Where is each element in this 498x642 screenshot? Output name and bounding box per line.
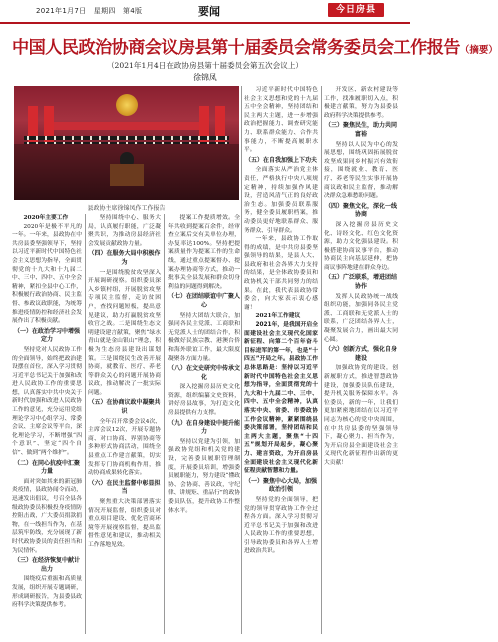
text-column-4 [244, 86, 318, 634]
column-divider [85, 214, 86, 634]
paragraph: 坚持以人民为中心的发展思想，围绕巩固拓展脱贫攻坚成果同乡村振兴有效衔接，围绕就业、教育、医疗、养老等民生实事开展协商议政和民主监督，推动解决群众急难愁盼问题。 [324, 141, 398, 200]
paragraph: 聚焦重大决策部署落实情况开展监督，组织委员对重点项目建设、优化营商环境等开展视察监督，提出监督性意见和建议，推动相关工作落地见效。 [88, 499, 161, 548]
paragraph: 全面落实从严治党主体责任，严格执行中央八项规定精神，持续加强作风建设，营造风清气正的良好政治生态。加强委员联系服务，健全委员履职档案，推动委员更好地联系群众、服务群众、引导群众。 [244, 167, 318, 234]
paragraph: 坚持党的全面领导，把党的领导贯穿政协工作全过程各方面。深入学习贯彻习近平总书记关于加强和改进人民政协工作的重要思想，引导政协委员和各界人士增进政治共识。 [244, 496, 318, 555]
paragraph: 提案工作提质增效。全年共收到提案百余件，经审查立案后交有关单位办理，办复率达100%。坚持把提案质量作为提案工作的生命线，通过重点提案督办、提案办理协商等方式，推动一批事关全县发展和群众切身利益的问题得到解决。 [168, 215, 240, 290]
text-column-5 [324, 86, 398, 634]
section-title: 要闻 [198, 5, 220, 18]
issue-date: 2021年1月7日 星期四 第4版 [36, 7, 143, 15]
paragraph: 全年召开常委会议4次、主席会议12次，开展专题协商、对口协商、界别协商等多种形式协商活动，围绕全县重点工作建言献策，切实发挥专门协商机构作用，推动协商成果转化落实。 [88, 418, 161, 477]
paragraph: 坚持党对人民政协工作的全面领导，始终把政治建设摆在首位，深入学习贯彻习近平总书记关于加强和改进人民政协工作的重要思想，认真落实中共中央关于新时代加强和改进人民政协工作的意见，充分运用党组理论学习中心组学习、常委会议、主席会议等平台，深化理论学习，不断增强“四个意识”、坚定“四个自信”、做到“两个维护”。 [12, 346, 82, 457]
section-heading: （五）在协商议政中凝聚共识 [88, 399, 161, 416]
stage-banner [44, 122, 209, 130]
flag-icon [28, 106, 38, 146]
section-heading: （四）在服务大局中积极作为 [88, 250, 161, 266]
section-heading: （四）聚焦文化，深化一线协商 [324, 202, 397, 219]
subsection-title: 2021年工作建议 [255, 313, 301, 320]
section-heading: （三）在经济恢复中献计出力 [13, 557, 80, 573]
column-divider [321, 86, 322, 634]
paragraph: 开发区、新农村建设等工作，找准履职切入点，积极建言献策，努力为县委县政府科学决策提供参考。 [324, 87, 398, 119]
flag-icon [44, 106, 54, 146]
subhead: （2021年1月4日在政协房县第十届委员会第五次会议上） [106, 61, 304, 70]
section-heading: （七）在团结联谊中广聚人心 [168, 293, 241, 309]
section-heading: （八）在文史研究中传承文化 [168, 365, 241, 381]
section-heading: （六）在民主监督中彰显担当 [88, 479, 161, 496]
section-heading: （九）在自身建设中提升能力 [168, 419, 241, 436]
rostrum-row [24, 136, 229, 140]
flag-icon [199, 106, 209, 146]
section-heading: （五）广泛联系，增进团结协作 [324, 274, 397, 291]
section-heading: （六）创新方式，强化自身建设 [324, 346, 397, 362]
byline: 徐锦凤 [193, 73, 217, 82]
paragraph: 深入挖掘房县历史文化、诗经文化、红色文化资源，助力文化强县建设。积极搭建协商议事平台，推动协商民主向基层延伸，把协商议事阵地建在群众身边。 [324, 221, 398, 271]
paragraph: 面对突如其来的新冠肺炎疫情，县政协闻令而动，迅速发出倡议，号召全县各级政协委员积极投身疫情防控阻击战，广大委员捐款捐物，在一线担当作为，在基层筑牢防线，充分展现了新时代政协委员的责任担当和为民情怀。 [12, 478, 82, 554]
headline [12, 33, 498, 58]
newspaper-logo: 今日房县 [328, 3, 384, 17]
headline-main: 中国人民政治协商会议房县第十届委员会常务委员会工作报告 [12, 38, 460, 58]
paragraph: 坚持以党建为引领，加强政协党组和机关党的建设，完善委员履职管理制度，开展委员培训，增强委员履职能力，努力建设“懂政协、会协商、善议政，守纪律、讲规矩、重品行”的政协委员队伍，提升政协工作整体水平。 [168, 438, 240, 514]
column-divider [164, 214, 165, 634]
text-column-3 [168, 214, 240, 634]
section-heading: （三）聚焦民生，助力共同富裕 [324, 122, 397, 138]
lead-paragraph: 2021年，是我国开启全面建设社会主义现代化国家新征程、向第二个百年奋斗目标进军的第一年，也是“十四五”开局之年。县政协工作总体思路是：坚持以习近平新时代中国特色社会主义思想为指导，全面贯彻党的十九大和十九届二中、三中、四中、五中全会精神，认真落实中央、省委、市委政协工作会议精神，紧紧围绕县委决策部署，坚持团结和民主两大主题，聚焦“十四五”规划开局起步，凝心聚力、建言资政，为开启房县全面建设社会主义现代化新征程贡献智慧和力量。 [244, 322, 318, 475]
paragraph: 深入挖掘房县历史文化资源，组织编纂文史资料，讲好房县故事，为打造文化房县提供有力支撑。 [168, 384, 240, 417]
section-heading: （二）在同心抗疫中汇聚力量 [13, 459, 80, 476]
page-header [0, 0, 410, 24]
section-heading: （一）聚焦中心大局，加强政治引领 [244, 477, 317, 494]
column-divider [241, 86, 242, 634]
headline-suffix: （摘要） [459, 45, 498, 56]
text-column-2 [88, 214, 161, 634]
paragraph: 发挥人民政协统一战线组织功能，加强同各民主党派、工商联和无党派人士的联系，广泛团结各界人士，凝聚发展合力，画出最大同心圆。 [324, 293, 398, 343]
paragraph: 一年来，县政协工作取得的成绩，是中共房县委坚强领导的结果，是县人大、县政府和社会各界大力支持的结果，是全体政协委员和政协机关干部共同努力的结果。在此，我代表县政协常委会，向大家表示衷心感谢！ [244, 236, 318, 311]
flag-icon [215, 106, 225, 146]
emblem-icon [116, 94, 138, 116]
podium [110, 164, 144, 186]
paragraph: 2020年是极不平凡的一年。一年来，县政协在中共房县委坚强领导下，坚持以习近平新时代中国特色社会主义思想为指导，全面贯彻党的十九大和十九届二中、三中、四中、五中全会精神，紧扣全县中心工作，积极履行政治协商、民主监督、参政议政职能，为统筹推进疫情防控和经济社会发展作出了积极贡献。 [12, 223, 82, 325]
paragraph: 围绕疫后重振和高质量发展，组织开展专题调研，形成调研报告，为县委县政府科学决策提供参考。 [12, 576, 82, 609]
text-column-1 [12, 214, 82, 634]
section-heading: （一）在政治学习中增强定力 [13, 327, 80, 344]
subsection-title: 2020年主要工作 [23, 215, 69, 221]
paragraph: 坚持围绕中心、服务大局，认真履行职能，广泛凝聚共识，为推动房县经济社会发展贡献政协力量。 [88, 215, 161, 247]
paragraph: 一是围绕脱贫攻坚深入开展调研视察。组织委员深入乡镇村组，开展脱贫攻坚专项民主监督，走访贫困户，查找问题短板，提出意见建议，助力打赢脱贫攻坚收官之战。二是围绕生态文明建设建言献策，聚焦“绿水青山就是金山银山”理念，积极为生态房县建设出谋划策。三是围绕民生改善开展协商，就教育、医疗、养老等群众关心的问题开展协商议政，推动解决了一批实际问题。 [88, 269, 161, 396]
report-photo[interactable] [14, 86, 239, 200]
paragraph: 坚持大团结大联合，加强同各民主党派、工商联和无党派人士的团结合作，积极做好民族宗教、港澳台侨和海外联谊工作，最大限度凝聚各方面力量。 [168, 312, 240, 362]
section-heading: （五）在自我加强上下功夫 [244, 156, 317, 164]
paragraph: 习近平新时代中国特色社会主义思想和党的十九届五中全会精神，坚持团结和民主两大主题，进一步增强政治把握能力、调查研究能力、联系群众能力、合作共事能力，不断提高履职水平。 [244, 87, 318, 154]
paragraph: 加强政协党的建设，创新履职方式，推进智慧政协建设，加强委员队伍建设，提升机关服务保障水平。各位委员，新的一年，让我们更加紧密地团结在以习近平同志为核心的党中央周围，在中共房县委的坚强领导下，凝心聚力、担当作为，为开启房县全面建设社会主义现代化新征程作出新的更大贡献！ [324, 365, 398, 466]
photo-caption: 县政协主席徐锦凤作工作报告 [87, 205, 166, 212]
